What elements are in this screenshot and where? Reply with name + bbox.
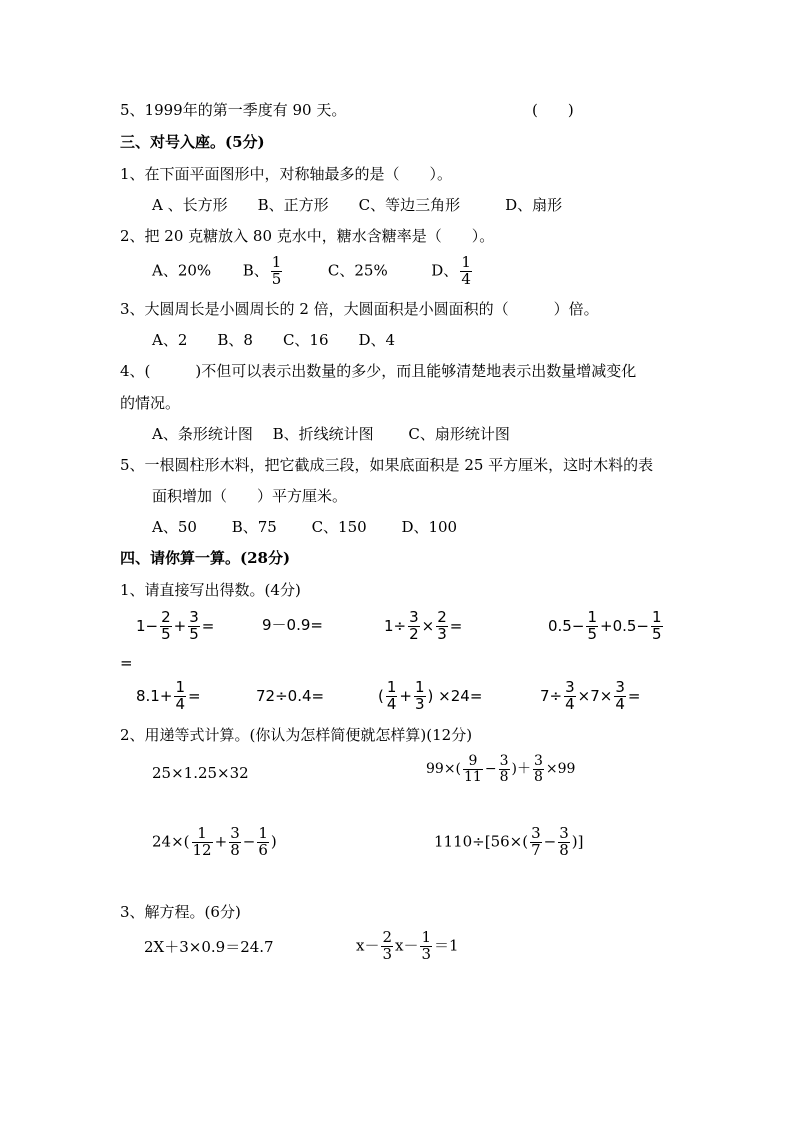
mental-math-8: 7÷ $\frac{3}{4}$ ×7× $\frac{3}{4}$ = — [540, 678, 641, 713]
sec3-q3-options: A、2 B、8 C、16 D、4 — [152, 331, 396, 349]
calc-2: 99×( $\frac{9}{11}$ − $\frac{3}{8}$ )＋ $\frac{3}{8}$ ×99 — [426, 753, 576, 785]
sec4-q1-stem: 1、请直接写出得数。(4分) — [120, 581, 301, 599]
option-d-label: D、 — [431, 261, 459, 280]
sec3-q2-options — [152, 255, 474, 288]
item-text: 5、1999年的第一季度有 90 天。 — [120, 101, 347, 119]
mental-math-7: ( $\frac{1}{4}$ + $\frac{1}{3}$ ) ×24= — [378, 678, 483, 713]
mental-math-1: 1− $\frac{2}{5}$ + $\frac{3}{5}$ = — [136, 608, 215, 643]
sec4-q2-stem: 2、用递等式计算。(你认为怎样简便就怎样算)(12分) — [120, 726, 473, 744]
equation-2: x－ $\frac{2}{3}$ x－ $\frac{1}{3}$ ＝1 — [356, 928, 459, 963]
section-4-title: 四、请你算一算。(28分) — [120, 549, 291, 567]
sec3-q3-stem: 3、大圆周长是小圆周长的 2 倍，大圆面积是小圆面积的（ ）倍。 — [120, 300, 599, 318]
mental-math-6: 72÷0.4= — [256, 687, 325, 705]
mental-math-4: 0.5− $\frac{1}{5}$ +0.5− $\frac{1}{5}$ — [548, 608, 662, 643]
option-a: A、20% — [152, 261, 212, 280]
sec3-q5-stem-line1: 5、一根圆柱形木料，把它截成三段，如果底面积是 25 平方厘米，这时木料的表 — [120, 456, 654, 474]
fraction: $\frac{1}{5}$ — [271, 253, 282, 288]
sec3-q4-stem-line1: 4、( )不但可以表示出数量的多少，而且能够清楚地表示出数量增减变化 — [120, 362, 637, 380]
sec3-q2-stem: 2、把 20 克糖放入 80 克水中，糖水含糖率是（ ）。 — [120, 227, 495, 245]
fraction: $\frac{1}{4}$ — [461, 253, 471, 288]
answer-parentheses[interactable]: ( ) — [532, 101, 574, 119]
sec3-q4-stem-line2: 的情况。 — [120, 394, 181, 412]
mental-math-2: 9－0.9= — [262, 616, 323, 634]
mental-math-3: 1÷ $\frac{3}{2}$ × $\frac{2}{3}$ = — [384, 608, 463, 643]
option-c: C、25% — [327, 261, 388, 280]
mental-math-5: 8.1+ $\frac{1}{4}$ = — [136, 678, 201, 713]
calc-3: 24×( $\frac{1}{12}$ + $\frac{3}{8}$ − $\frac{1}{6}$ ) — [152, 824, 277, 859]
mental-math-4-equals: = — [120, 654, 133, 672]
sec3-q1-options: A 、长方形 B、正方形 C、等边三角形 D、扇形 — [152, 196, 563, 214]
section-3-title: 三、对号入座。(5分) — [120, 133, 265, 151]
true-false-item-5 — [120, 103, 346, 118]
sec3-q5-stem-line2: 面积增加（ ）平方厘米。 — [152, 487, 348, 505]
sec4-q3-stem: 3、解方程。(6分) — [120, 903, 241, 921]
sec3-q5-options: A、50 B、75 C、150 D、100 — [152, 518, 458, 536]
calc-4: 1110÷[56×( $\frac{3}{7}$ − $\frac{3}{8}$ )] — [434, 824, 584, 859]
calc-1: 25×1.25×32 — [152, 764, 249, 782]
option-b-label: B、 — [242, 261, 269, 280]
sec3-q1-stem: 1、在下面平面图形中，对称轴最多的是（ ）。 — [120, 165, 453, 183]
sec3-q4-options: A、条形统计图 B、折线统计图 C、扇形统计图 — [152, 425, 510, 443]
equation-1: 2X＋3×0.9＝24.7 — [144, 938, 274, 956]
